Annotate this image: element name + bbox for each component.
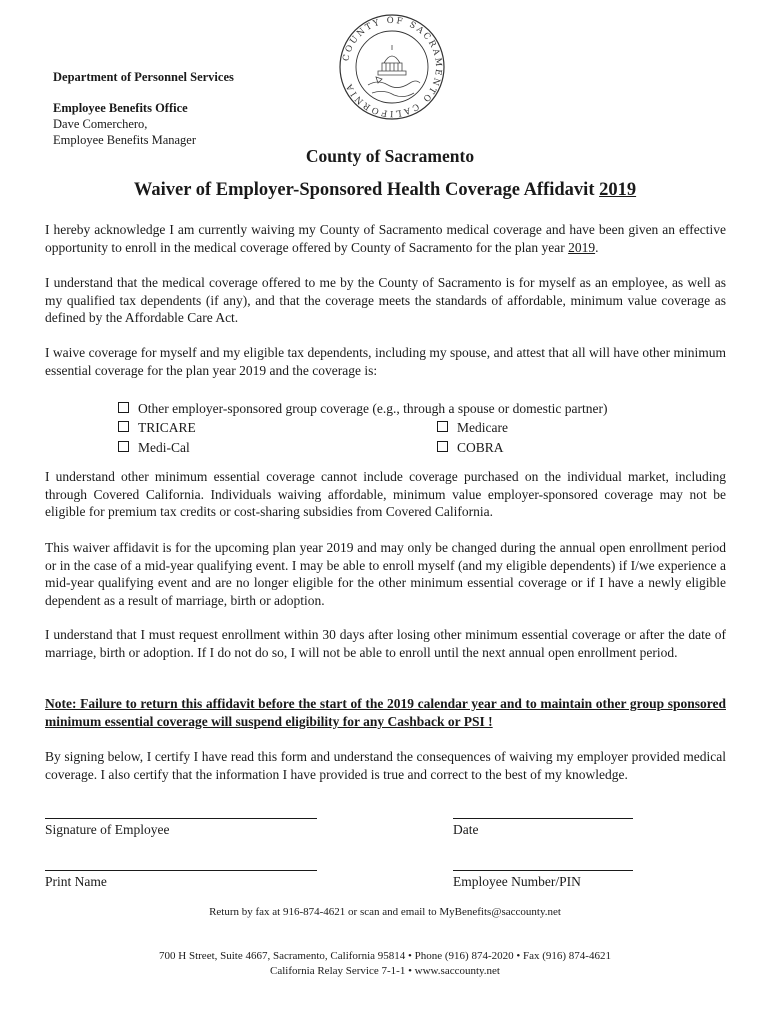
option-tricare[interactable]: TRICARE <box>118 419 196 436</box>
option-medi-cal[interactable]: Medi-Cal <box>118 439 190 456</box>
date-line[interactable] <box>453 818 633 819</box>
paragraph-coverage-offered: I understand that the medical coverage offered to me by the County of Sacramento is for myself as an employee, as well as my qualified tax dependents (if any), and that the coverage meets the standards of affordable, minimum value coverage as defined by the Affordable Care Act. <box>45 275 726 325</box>
signature-line[interactable] <box>45 818 317 819</box>
checkbox-cobra[interactable] <box>437 441 448 452</box>
employee-number-label: Employee Number/PIN <box>453 874 581 889</box>
signature-label: Signature of Employee <box>45 822 170 837</box>
manager-title: Employee Benefits Manager <box>53 133 197 147</box>
department-name: Department of Personnel Services <box>53 70 234 84</box>
note-failure-to-return: Note: Failure to return this affidavit before the start of the 2019 calendar year and to maintain other group sponsored minimum essential coverage will suspend eligibility for any Cashback or PSI ! <box>45 696 726 729</box>
employee-number-line[interactable] <box>453 870 633 871</box>
checkbox-medi-cal[interactable] <box>118 441 129 452</box>
paragraph-individual-market: I understand other minimum essential coverage cannot include coverage purchased on the individual market, including through Covered California. Individuals waiving affordable, minimum value employer-sponsored coverage may not be eligible for premium tax credits or cost-sharing subsidies from Covered California. <box>45 469 726 519</box>
paragraph-acknowledge: I hereby acknowledge I am currently waiving my County of Sacramento medical coverage and have been given an effective opportunity to enroll in the medical coverage offered by County of Sacramento for the plan year 2019. <box>45 222 726 255</box>
paragraph-waive-coverage: I waive coverage for myself and my eligible tax dependents, including my spouse, and attest that all will have other minimum essential coverage for the plan year 2019 and the coverage is: <box>45 345 726 378</box>
date-label: Date <box>453 822 479 837</box>
print-name-label: Print Name <box>45 874 107 889</box>
footer-address: 700 H Street, Suite 4667, Sacramento, California 95814 • Phone (916) 874-2020 • Fax (916) 874-4621 <box>159 950 611 962</box>
svg-text:COUNTY OF SACRAMENTO CALIFORNI: COUNTY OF SACRAMENTO CALIFORNIA <box>341 15 444 119</box>
paragraph-plan-year: This waiver affidavit is for the upcoming plan year 2019 and may only be changed during the annual open enrollment period or in the case of a mid-year qualifying event. I may be able to enroll myself (and my eligible dependents) if I/we experience a mid-year qualifying event and are no longer eligible for the other minimum essential coverage or if I have a newly eligible dependent as a result of marriage, birth or adoption. <box>45 540 726 608</box>
return-instructions: Return by fax at 916-874-4621 or scan and email to MyBenefits@saccounty.net <box>209 906 561 918</box>
office-name: Employee Benefits Office <box>53 101 188 115</box>
county-seal <box>338 13 446 121</box>
option-cobra[interactable]: COBRA <box>437 439 504 456</box>
title-year: 2019 <box>599 180 637 200</box>
checkbox-group-coverage[interactable] <box>118 402 129 413</box>
county-name: County of Sacramento <box>305 146 475 166</box>
option-medicare[interactable]: Medicare <box>437 419 508 436</box>
paragraph-certify: By signing below, I certify I have read this form and understand the consequences of waiving my employer provided medical coverage. I also certify that the information I have provided is true and correct to the best of my knowledge. <box>45 749 726 782</box>
print-name-line[interactable] <box>45 870 317 871</box>
paragraph-enrollment-deadline: I understand that I must request enrollment within 30 days after losing other minimum essential coverage or after the date of marriage, birth or adoption. If I do not do so, I will not be able to enroll until the next annual open enrollment period. <box>45 627 726 660</box>
manager-name: Dave Comerchero, <box>53 117 148 131</box>
checkbox-medicare[interactable] <box>437 421 448 432</box>
checkbox-tricare[interactable] <box>118 421 129 432</box>
page-title: Waiver of Employer-Sponsored Health Coverage Affidavit 2019 <box>133 180 637 200</box>
footer-relay: California Relay Service 7-1-1 • www.saccounty.net <box>270 965 500 977</box>
option-group-coverage[interactable]: Other employer-sponsored group coverage (e.g., through a spouse or domestic partner) <box>118 400 607 417</box>
